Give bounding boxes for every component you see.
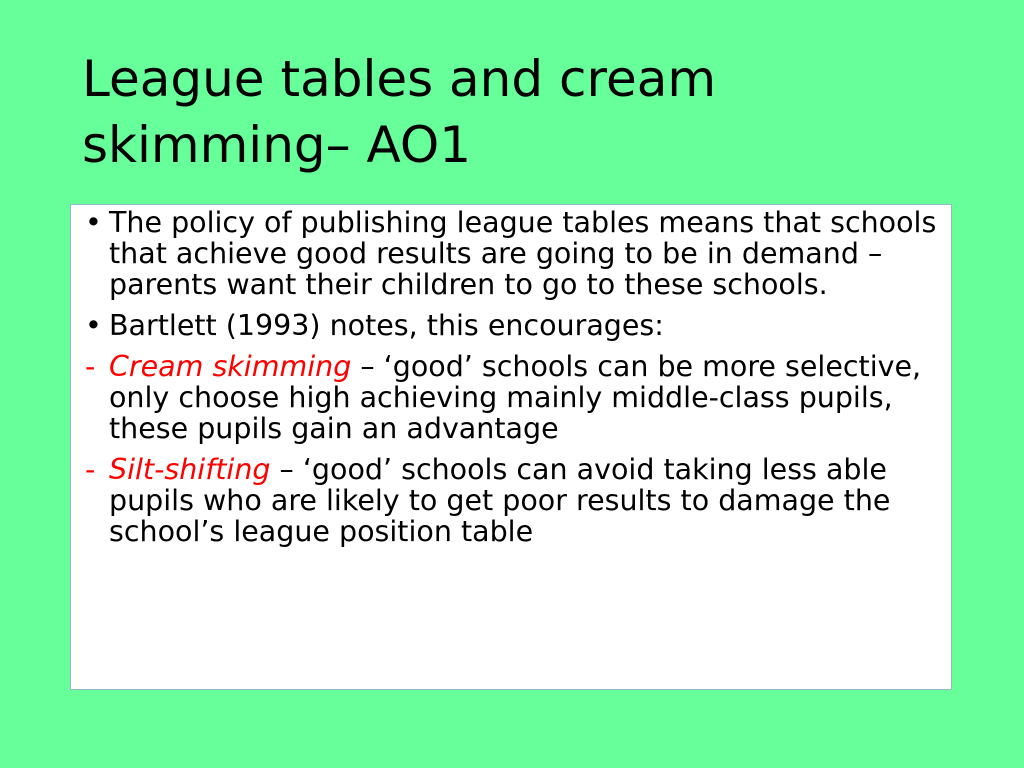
dash-item-text: – ‘good’ schools can avoid taking less able pupils who are likely to get poor results to damage the school’s league position table — [109, 453, 891, 548]
dash-marker: - — [85, 453, 96, 486]
bullet-list — [85, 207, 951, 557]
bullet-marker: • — [85, 309, 102, 342]
content-box — [70, 204, 952, 690]
bullet-text: The policy of publishing league tables means that schools that achieve good results are going to be in demand – parents want their children to go to these schools. — [109, 206, 937, 301]
bullet-item-bartlett — [85, 310, 951, 341]
term-cream-skimming: Cream skimming — [109, 350, 352, 383]
dash-item-cream-skimming — [85, 351, 951, 444]
term-silt-shifting: Silt-shifting — [109, 453, 271, 486]
slide-title: League tables and cream skimming– AO1 — [82, 50, 717, 174]
bullet-text: Bartlett (1993) notes, this encourages: — [109, 309, 664, 342]
dash-item-text: – ‘good’ schools can be more selective, only choose high achieving mainly middle-class pupils, these pupils gain an advantage — [109, 350, 922, 445]
bullet-item-policy — [85, 207, 951, 300]
dash-item-silt-shifting — [85, 454, 951, 547]
bullet-marker: • — [85, 206, 102, 239]
dash-marker: - — [85, 350, 96, 383]
